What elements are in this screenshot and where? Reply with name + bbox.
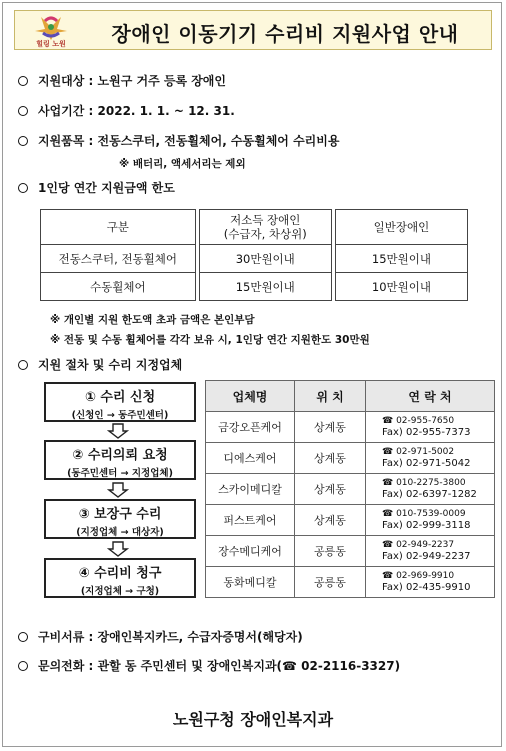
table-row — [206, 567, 495, 598]
table-cell: 15만원이내 — [335, 245, 467, 273]
amount-note-1: ※ 개인별 지원 한도액 초과 금액은 본인부담 — [50, 314, 255, 326]
process-step-4: ④ 수리비 청구 (지정업체 → 구청) — [44, 558, 196, 598]
vendor-contact: ☎ 02-949-2237 Fax) 02-949-2237 — [366, 536, 495, 567]
page-title: 장애인 이동기기 수리비 지원사업 안내 — [111, 22, 459, 46]
vendor-location: 상계동 — [295, 505, 366, 536]
table-row — [206, 536, 495, 567]
footer-department: 노원구청 장애인복지과 — [172, 710, 334, 729]
bullet-documents: 구비서류 : 장애인복지카드, 수급자증명서(해당자) — [18, 628, 303, 645]
vendor-table — [205, 380, 495, 598]
bullet-period: 사업기간 : 2022. 1. 1. ~ 12. 31. — [18, 102, 235, 119]
vendor-location: 상계동 — [295, 474, 366, 505]
items-note: ※ 배터리, 액세서리는 제외 — [119, 158, 246, 170]
process-step-3: ③ 보장구 수리 (지정업체 → 대상자) — [44, 499, 196, 539]
vendor-contact: ☎ 010-2275-3800 Fax) 02-6397-1282 — [366, 474, 495, 505]
circle-bullet-icon — [18, 632, 28, 642]
vendor-location: 상계동 — [295, 443, 366, 474]
amount-header-low-income: 저소득 장애인 (수급자, 차상위) — [199, 210, 331, 245]
vendor-location: 상계동 — [295, 412, 366, 443]
table-cell: 30만원이내 — [199, 245, 331, 273]
vendor-name: 디에스케어 — [206, 443, 295, 474]
process-step-2: ② 수리의뢰 요청 (동주민센터 → 지정업체) — [44, 440, 196, 480]
circle-bullet-icon — [18, 661, 28, 671]
vendor-header-contact: 연 락 처 — [366, 381, 495, 412]
amount-header-category: 구분 — [41, 210, 196, 245]
vendor-name: 스카이메디칼 — [206, 474, 295, 505]
process-step-1: ① 수리 신청 (신청인 → 동주민센터) — [44, 382, 196, 422]
vendor-header-location: 위 치 — [295, 381, 366, 412]
table-row — [206, 474, 495, 505]
circle-bullet-icon — [18, 183, 28, 193]
bullet-process: 지원 절차 및 수리 지정업체 — [18, 356, 182, 373]
vendor-location: 공릉동 — [295, 536, 366, 567]
nowon-logo — [27, 13, 75, 49]
circle-bullet-icon — [18, 76, 28, 86]
down-arrow-icon — [107, 482, 129, 498]
vendor-name: 금강오픈케어 — [206, 412, 295, 443]
circle-bullet-icon — [18, 136, 28, 146]
table-cell: 수동휠체어 — [41, 273, 196, 301]
circle-bullet-icon — [18, 106, 28, 116]
bullet-amount: 1인당 연간 지원금액 한도 — [18, 179, 175, 196]
vendor-name: 퍼스트케어 — [206, 505, 295, 536]
vendor-location: 공릉동 — [295, 567, 366, 598]
amount-note-2: ※ 전동 및 수동 휠체어를 각각 보유 시, 1인당 연간 지원한도 30만원 — [50, 334, 370, 346]
bullet-target: 지원대상 : 노원구 거주 등록 장애인 — [18, 72, 226, 89]
vendor-contact: ☎ 010-7539-0009 Fax) 02-999-3118 — [366, 505, 495, 536]
amount-table — [40, 209, 468, 301]
title-banner — [14, 10, 492, 50]
vendor-contact: ☎ 02-955-7650 Fax) 02-955-7373 — [366, 412, 495, 443]
table-row — [206, 412, 495, 443]
vendor-contact: ☎ 02-971-5002 Fax) 02-971-5042 — [366, 443, 495, 474]
table-cell: 10만원이내 — [335, 273, 467, 301]
vendor-name: 장수메디케어 — [206, 536, 295, 567]
down-arrow-icon — [107, 541, 129, 557]
vendor-name: 동화메디칼 — [206, 567, 295, 598]
circle-bullet-icon — [18, 360, 28, 370]
vendor-contact: ☎ 02-969-9910 Fax) 02-435-9910 — [366, 567, 495, 598]
table-row — [206, 505, 495, 536]
table-cell: 전동스쿠터, 전동휠체어 — [41, 245, 196, 273]
vendor-header-name: 업체명 — [206, 381, 295, 412]
down-arrow-icon — [107, 423, 129, 439]
amount-header-general: 일반장애인 — [335, 210, 467, 245]
table-cell: 15만원이내 — [199, 273, 331, 301]
bullet-contact: 문의전화 : 관할 동 주민센터 및 장애인복지과(☎ 02-2116-3327) — [18, 657, 400, 674]
logo-text: 힐링 노원 — [36, 40, 66, 48]
bullet-items: 지원품목 : 전동스쿠터, 전동휠체어, 수동휠체어 수리비용 — [18, 132, 339, 149]
table-row — [206, 443, 495, 474]
